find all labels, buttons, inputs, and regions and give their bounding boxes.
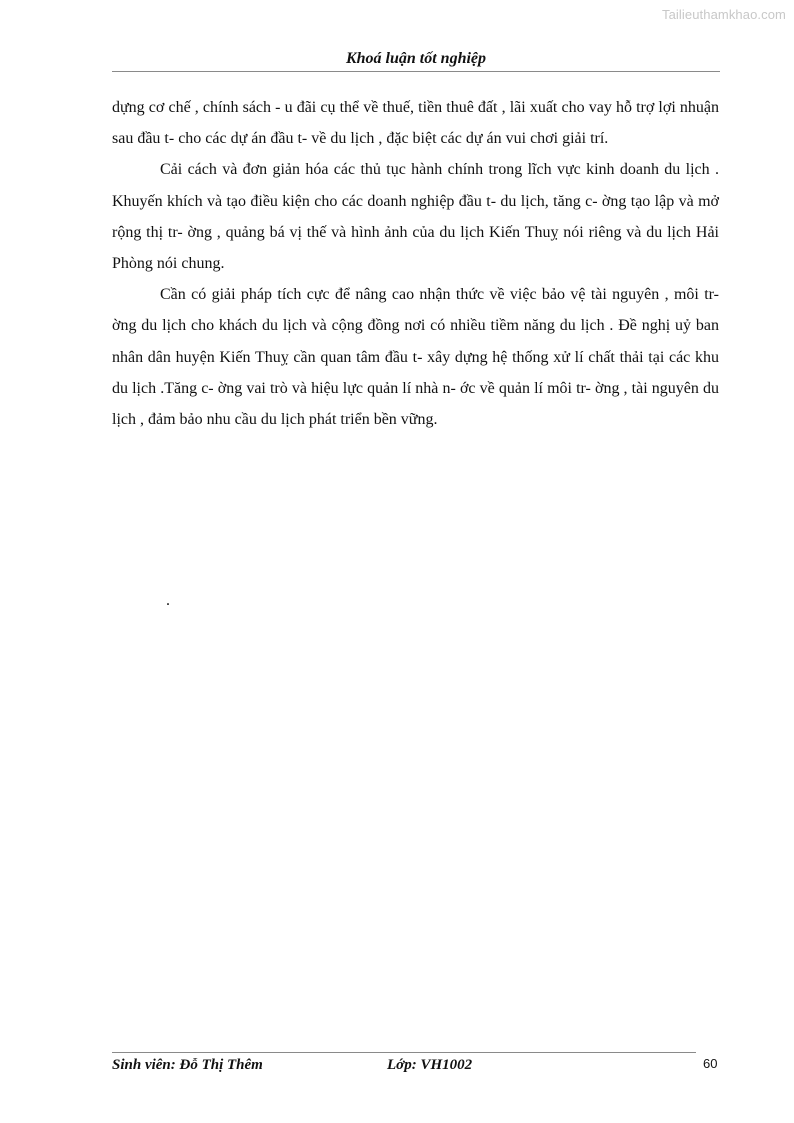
- body-text: [112, 92, 719, 435]
- watermark: Tailieuthamkhao.com: [661, 7, 786, 22]
- header-divider: [112, 71, 720, 72]
- footer-class-name: Lớp: VH1002: [387, 1057, 473, 1073]
- page-header-title: Khoá luận tốt nghiệp: [345, 50, 487, 67]
- stray-mark: .: [166, 592, 170, 609]
- paragraph-continuation: dựng cơ chế , chính sách - u đãi cụ thể về thuế, tiền thuê đất , lãi xuất cho vay hỗ trợ lợi nhuận sau đầu t- cho các dự án đầu t- về du lịch , đặc biệt các dự án vui chơi giải trí.: [112, 99, 719, 148]
- page-number: 60: [703, 1056, 718, 1071]
- footer-student-name: Sinh viên: Đỗ Thị Thêm: [112, 1057, 263, 1073]
- paragraph-environment-awareness: Cần có giải pháp tích cực để nâng cao nhận thức về việc bảo vệ tài nguyên , môi tr- ờng du lịch cho khách du lịch và cộng đồng nơi có nhiều tiềm năng du lịch . Đề nghị uỷ ban nhân dân huyện Kiến Thuỵ cần quan tâm đầu t- xây dựng hệ thống xử lí chất thải tại các khu du lịch .Tăng c- ờng vai trò và hiệu lực quản lí nhà n- ớc về quản lí môi tr- ờng , tài nguyên du lịch , đảm bảo nhu cầu du lịch phát triển bền vững.: [112, 286, 719, 429]
- footer-divider: [112, 1052, 696, 1053]
- paragraph-administrative-reform: Cải cách và đơn giản hóa các thủ tục hành chính trong lĩch vực kinh doanh du lịch . Khuyến khích và tạo điều kiện cho các doanh nghiệp đầu t- du lịch, tăng c- ờng tạo lập và mở rộng thị tr- ờng , quảng bá vị thế và hình ảnh của du lịch Kiến Thuỵ nói riêng và du lịch Hải Phòng nói chung.: [112, 161, 719, 273]
